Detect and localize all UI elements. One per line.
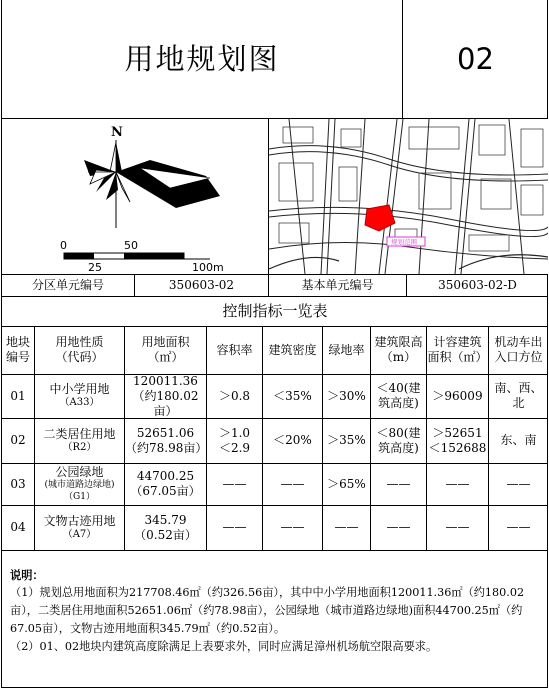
- table-cell-height: ——: [386, 520, 411, 534]
- table-cell-density: ＜20%: [273, 433, 312, 447]
- table-cell-green: ＞65%: [327, 476, 366, 491]
- table-cell-green: ＞35%: [327, 433, 366, 447]
- notes-item-2: （2）01、02地块内建筑高度除满足上表要求外，同时应满足漳州机场航空限高要求。: [10, 640, 438, 653]
- table-cell-density: ——: [280, 520, 305, 534]
- table-cell-area: 120011.36 （约180.02亩）: [132, 373, 199, 418]
- table-cell-access: 东、南: [500, 433, 537, 447]
- table-cell-gfa: ——: [445, 520, 470, 534]
- table-cell-id: 04: [10, 520, 26, 534]
- col-header-area: 用地面积 （㎡）: [141, 335, 190, 364]
- notes-section: [10, 566, 540, 656]
- table-cell-use: [35, 418, 124, 463]
- table-cell-id: 03: [10, 476, 26, 491]
- table-cell-id: 01: [10, 388, 26, 403]
- table-cell-height: ——: [386, 476, 411, 491]
- col-header-id: 地块 编号: [5, 335, 30, 364]
- table-cell-gfa: ——: [445, 476, 470, 491]
- scale-label-50: 50: [124, 239, 138, 252]
- land-use-name: 文物古迹用地: [43, 513, 116, 528]
- scale-label-25: 25: [88, 261, 102, 274]
- land-use-name: 中小学用地: [49, 382, 110, 397]
- col-header-gfa: 计容建筑 面积（㎡）: [427, 335, 488, 364]
- notes-item-1: （1）规划总用地面积为217708.46㎡（约326.56亩），其中中小学用地面积120011.36㎡（约180.02亩），二类居住用地面积52651.06㎡（约78.98亩），公园绿地（城市道路边绿地)面积44700.25㎡（约67.05亩），文物古迹用地面积345.79㎡（约0.52亩）。: [10, 586, 525, 635]
- table-cell-gfa: ＞96009: [432, 388, 483, 403]
- table-cell-use: [35, 463, 124, 505]
- north-label: N: [111, 125, 123, 140]
- scale-label-0: 0: [60, 239, 67, 252]
- notes-heading: 说明：: [10, 568, 44, 582]
- scale-bar: [58, 238, 228, 274]
- location-map-icon: [269, 119, 548, 274]
- table-cell-far: ——: [222, 476, 247, 491]
- col-header-green: 绿地率: [328, 342, 365, 357]
- table-title: 控制指标一览表: [222, 301, 328, 320]
- col-header-use: 用地性质 （代码）: [55, 335, 104, 364]
- table-cell-green: ＞30%: [327, 388, 366, 403]
- table-cell-use: [35, 374, 124, 418]
- table-cell-gfa: ＞52651 ＜152688: [428, 425, 487, 455]
- col-header-height: 建筑限高 （m）: [374, 335, 423, 364]
- table-cell-use: [35, 505, 124, 550]
- basic-unit-label: 基本单元编号: [301, 277, 374, 292]
- land-use-code: （A7）: [62, 528, 97, 540]
- table-cell-id: 02: [10, 433, 26, 447]
- site-marker-label: 规划范围: [391, 238, 417, 246]
- table-cell-access: ——: [506, 476, 531, 491]
- district-unit-label: 分区单元编号: [31, 277, 104, 292]
- table-cell-area: 345.79 （0.52亩）: [134, 512, 197, 542]
- sheet-number: 02: [457, 41, 494, 76]
- land-use-code: (城市道路边绿地) （G1）: [44, 480, 115, 502]
- col-header-far: 容积率: [216, 342, 253, 357]
- table-cell-far: ＞0.8: [218, 388, 251, 403]
- row-4-bottom: [1, 550, 548, 551]
- table-cell-far: ——: [222, 520, 247, 534]
- table-cell-density: ——: [280, 476, 305, 491]
- col-header-access: 机动车出 入口方位: [494, 335, 543, 364]
- table-cell-height: ＜80(建 筑高度): [376, 425, 421, 455]
- col-header-density: 建筑密度: [268, 342, 317, 357]
- page-title: 用地规划图: [124, 41, 280, 76]
- table-cell-green: ——: [334, 520, 359, 534]
- table-cell-far: ＞1.0 ＜2.9: [218, 425, 251, 455]
- table-cell-access: 南、西、 北: [494, 381, 543, 410]
- north-arrow-icon: [60, 122, 240, 242]
- land-use-code: （A33）: [59, 397, 100, 409]
- table-cell-area: 52651.06 （约78.98亩）: [125, 425, 208, 455]
- scale-label-100: 100m: [192, 261, 224, 274]
- table-cell-access: ——: [506, 520, 531, 534]
- land-use-name: 公园绿地: [55, 465, 104, 480]
- land-use-name: 二类居住用地: [43, 426, 116, 441]
- table-cell-height: ＜40(建 筑高度): [376, 381, 421, 410]
- land-use-code: （R2）: [62, 441, 97, 453]
- basic-unit-value: 350603-02-D: [438, 277, 517, 292]
- table-cell-density: ＜35%: [273, 388, 312, 403]
- district-unit-value: 350603-02: [168, 277, 235, 292]
- table-cell-area: 44700.25 （67.05亩）: [130, 469, 201, 498]
